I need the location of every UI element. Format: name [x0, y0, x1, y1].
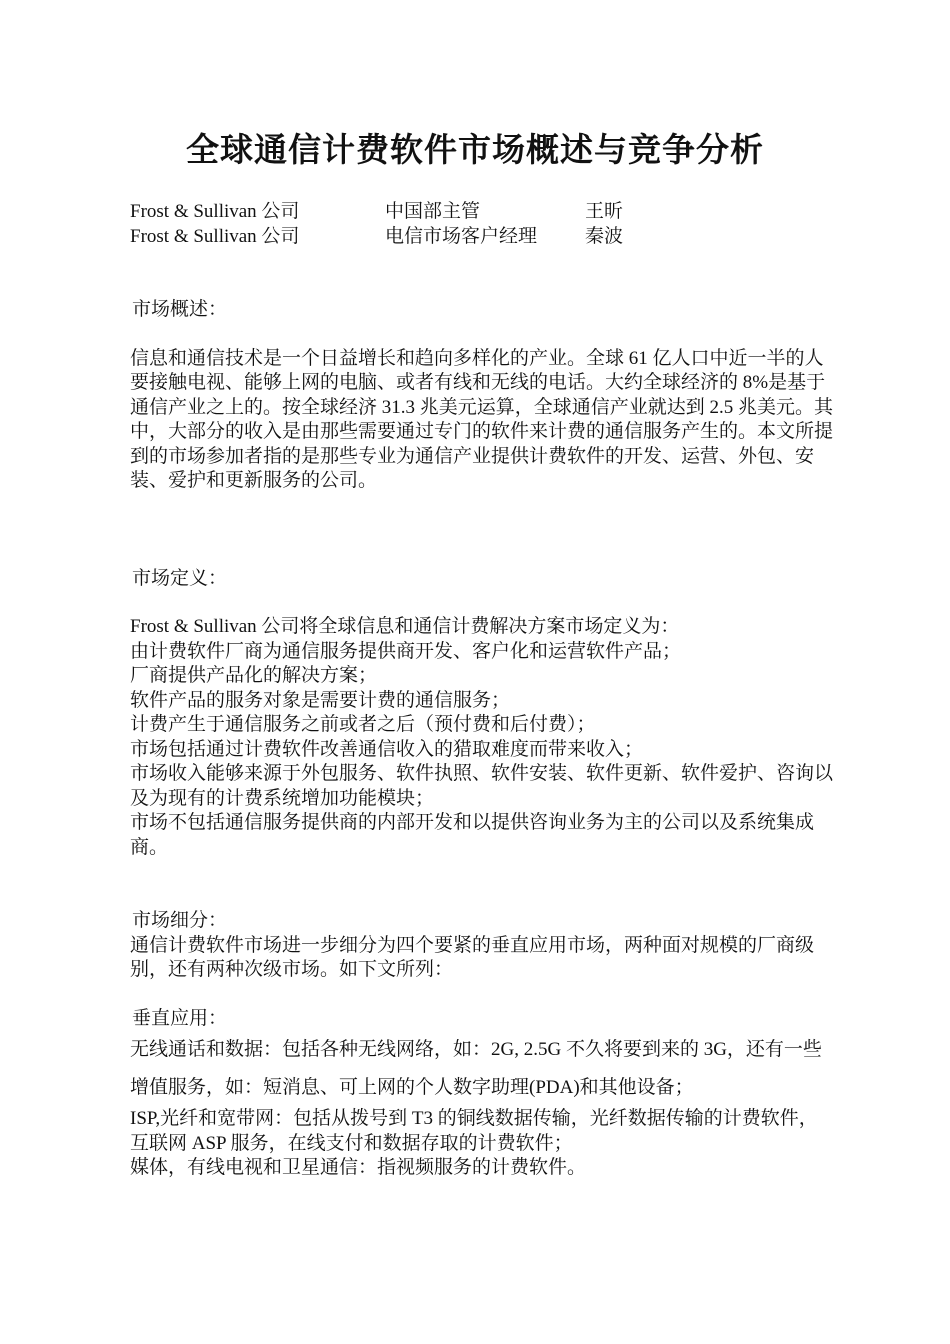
vertical-item: 无线通话和数据：包括各种无线网络，如：2G, 2.5G 不久将要到来的 3G，还有一些 增值服务，如：短消息、可上网的个人数字助理(PDA)和其他设备； — [130, 1039, 822, 1098]
author-org: Frost & Sullivan 公司 — [130, 201, 300, 222]
section-heading-segmentation: 市场细分： — [132, 910, 228, 931]
definition-item: 软件产品的服务对象是需要计费的通信服务； — [130, 689, 511, 711]
vertical-item: 媒体，有线电视和卫星通信：指视频服务的计费软件。 — [130, 1157, 587, 1178]
definition-item: 计费产生于通信服务之前或者之后（预付费和后付费）； — [130, 714, 596, 735]
author-block — [130, 199, 623, 249]
definition-item: 厂商提供产品化的解决方案； — [130, 665, 378, 686]
segmentation-paragraph: 通信计费软件市场进一步细分为四个要紧的垂直应用市场，两种面对规模的厂商级别，还有两种次级市场。如下文所列： — [130, 934, 815, 980]
author-org: Frost & Sullivan 公司 — [130, 226, 300, 247]
author-role: 电信市场客户经理 — [385, 226, 538, 247]
definition-item: 市场收入能够来源于外包服务、软件执照、软件安装、软件更新、软件爱护、咨询以及为现有的计费系统增加功能模块； — [130, 763, 834, 809]
subsection-heading-vertical: 垂直应用： — [132, 1007, 228, 1029]
author-name: 秦波 — [585, 226, 624, 247]
vertical-item: ISP,光纤和宽带网：包括从拨号到 T3 的铜线数据传输，光纤数据传输的计费软件，互联网 ASP 服务，在线支付和数据存取的计费软件； — [130, 1108, 818, 1154]
author-role: 中国部主管 — [385, 201, 481, 222]
author-row — [130, 199, 623, 224]
definition-item: 由计费软件厂商为通信服务提供商开发、客户化和运营软件产品； — [130, 640, 682, 662]
section-heading-definition: 市场定义： — [132, 567, 228, 589]
document-title: 全球通信计费软件市场概述与竞争分析 — [186, 130, 764, 169]
author-name: 王昕 — [585, 201, 624, 222]
definition-item: 市场不包括通信服务提供商的内部开发和以提供咨询业务为主的公司以及系统集成商。 — [130, 812, 815, 858]
section-heading-overview: 市场概述： — [132, 299, 228, 320]
document-body — [115, 298, 835, 1181]
definition-intro: Frost & Sullivan 公司将全球信息和通信计费解决方案市场定义为： — [130, 616, 680, 637]
overview-paragraph: 信息和通信技术是一个日益增长和趋向多样化的产业。全球 61 亿人口中近一半的人要接触电视、能够上网的电脑、或者有线和无线的电话。大约全球经济的 8%是基于通信产业之上的。按全球经济 31.3 兆美元运算，全球通信产业就达到 2.5 兆美元。其中，大部分的收入是由那些需要通过专门的软件来计费的通信服务产生的。本文所提到的市场参加者指的是那些专业为通信产业提供计费软件的开发、运营、外包、安装、爱护和更新服务的公司。 — [130, 347, 834, 491]
author-row — [130, 224, 623, 249]
definition-item: 市场包括通过计费软件改善通信收入的猎取难度而带来收入； — [130, 738, 644, 760]
